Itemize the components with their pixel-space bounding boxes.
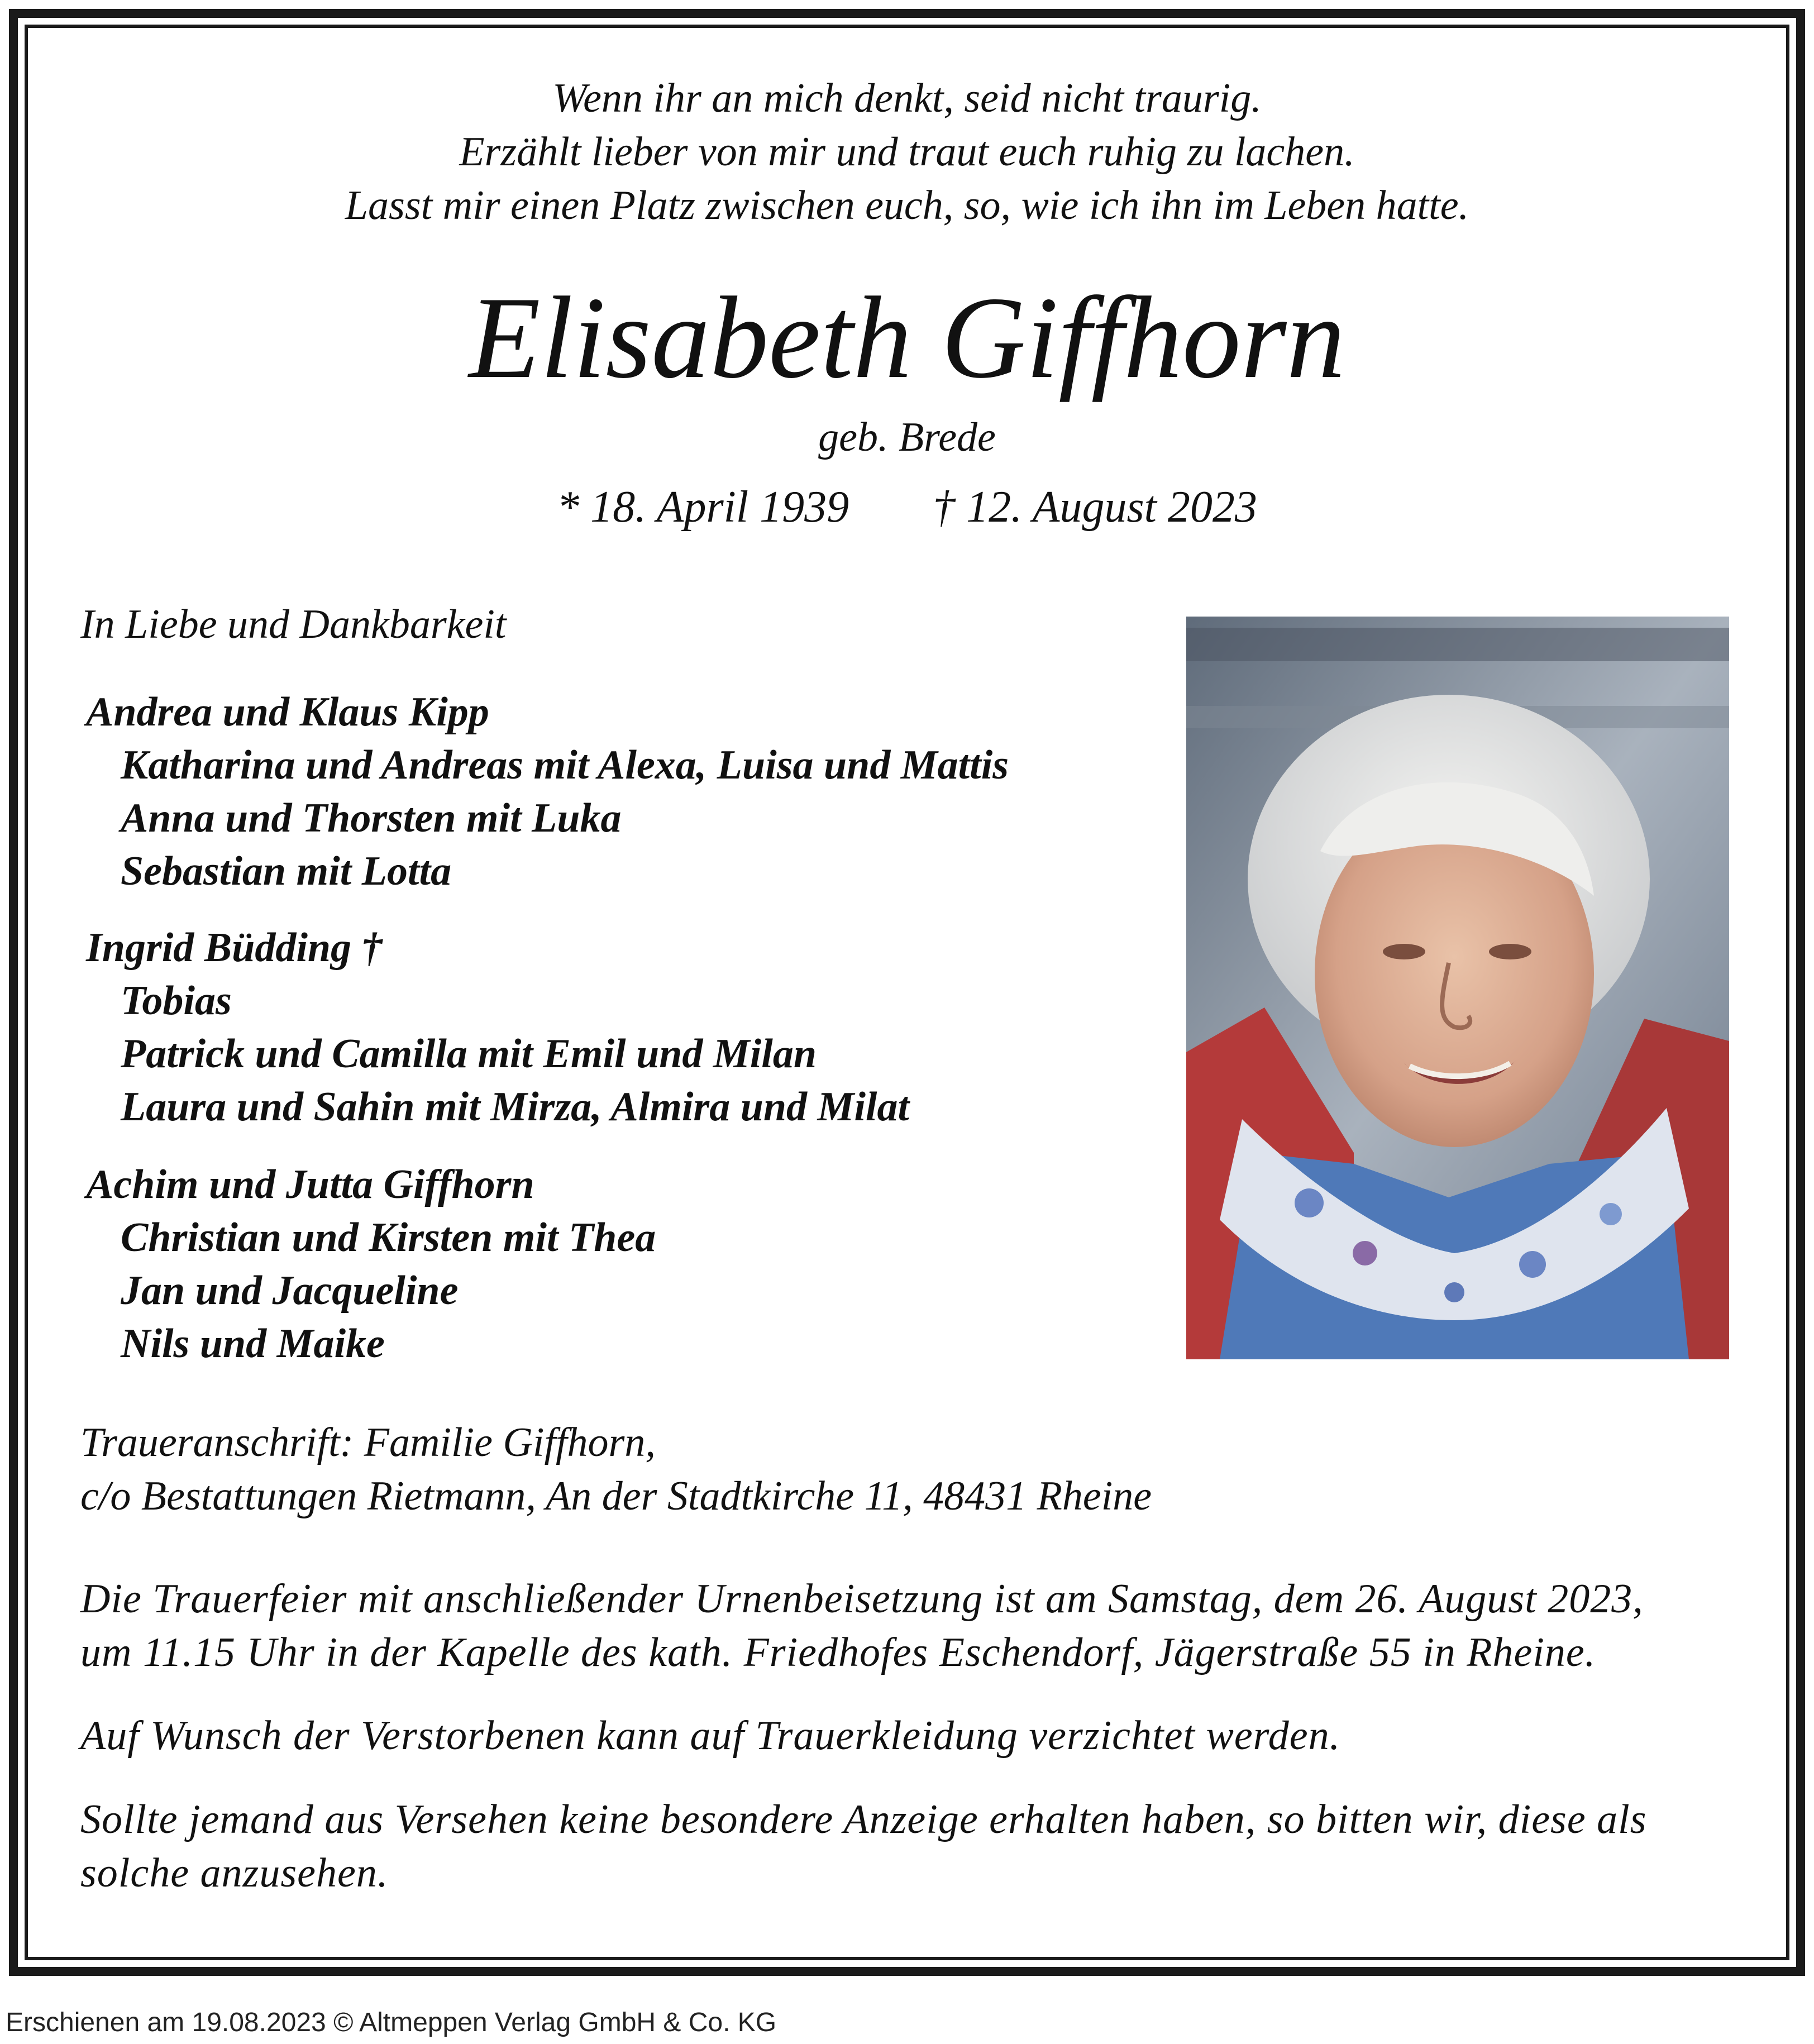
family-member: Tobias <box>121 978 232 1024</box>
publication-footer: Erschienen am 19.08.2023 © Altmeppen Verlag GmbH & Co. KG <box>6 2008 777 2037</box>
death-date: † 12. August 2023 <box>933 483 1257 532</box>
birth-date: * 18. April 1939 <box>557 483 849 532</box>
funeral-line: Die Trauerfeier mit anschließender Urnenbeisetzung ist am Samstag, dem 26. August 2023, <box>80 1576 1644 1622</box>
family-head: Achim und Jutta Giffhorn <box>86 1162 534 1207</box>
family-member: Patrick und Camilla mit Emil und Milan <box>121 1031 817 1077</box>
birth-name: geb. Brede <box>818 414 996 460</box>
family-member: Anna und Thorsten mit Luka <box>121 795 622 841</box>
family-group <box>86 1158 656 1370</box>
dedication: In Liebe und Dankbarkeit <box>80 601 507 647</box>
life-dates <box>0 479 1814 535</box>
address-line: c/o Bestattungen Rietmann, An der Stadtkirche 11, 48431 Rheine <box>80 1473 1152 1519</box>
portrait-photo <box>1186 617 1729 1359</box>
family-member: Laura und Sahin mit Mirza, Almira und Milat <box>121 1084 909 1130</box>
family-head: Andrea und Klaus Kipp <box>86 689 489 735</box>
address-line: Traueranschrift: Familie Giffhorn, <box>80 1420 656 1465</box>
quote-line: Lasst mir einen Platz zwischen euch, so, wie ich ihn im Leben hatte. <box>345 183 1469 228</box>
family-member: Jan und Jacqueline <box>121 1268 459 1314</box>
family-head: Ingrid Büdding † <box>86 925 383 971</box>
quote-line: Wenn ihr an mich denkt, seid nicht traurig. <box>552 75 1262 121</box>
funeral-details <box>80 1572 1734 1679</box>
family-member: Christian und Kirsten mit Thea <box>121 1215 656 1260</box>
notice-text <box>80 1793 1734 1900</box>
family-member: Katharina und Andreas mit Alexa, Luisa und Mattis <box>121 742 1009 788</box>
notice-line: Sollte jemand aus Versehen keine besondere Anzeige erhalten haben, so bitten wir, diese als <box>80 1797 1647 1842</box>
deceased-name: Elisabeth Giffhorn <box>469 273 1345 403</box>
mourning-address <box>80 1416 1734 1523</box>
family-group <box>86 686 1009 898</box>
notice-line: solche anzusehen. <box>80 1850 389 1896</box>
family-member: Nils und Maike <box>121 1321 385 1367</box>
opening-quote <box>0 71 1814 232</box>
funeral-line: um 11.15 Uhr in der Kapelle des kath. Friedhofes Eschendorf, Jägerstraße 55 in Rheine. <box>80 1630 1596 1675</box>
family-member: Sebastian mit Lotta <box>121 848 452 894</box>
dress-note: Auf Wunsch der Verstorbenen kann auf Trauerkleidung verzichtet werden. <box>80 1713 1341 1759</box>
family-group <box>86 921 909 1134</box>
quote-line: Erzählt lieber von mir und traut euch ruhig zu lachen. <box>459 129 1355 175</box>
